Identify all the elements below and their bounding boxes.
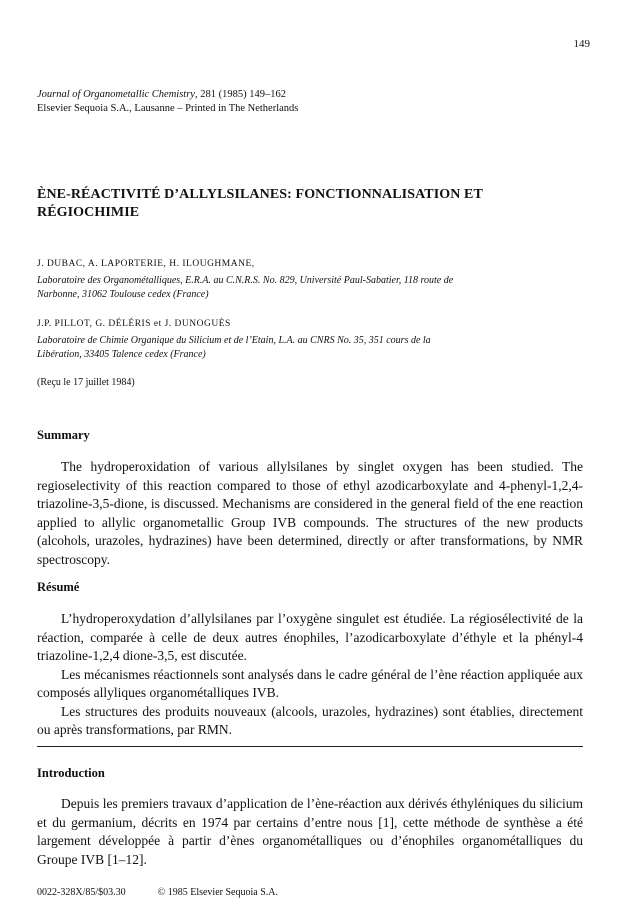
article-title-line: RÉGIOCHIMIE: [37, 205, 140, 220]
article-title: [37, 186, 597, 222]
footer-copyright: © 1985 Elsevier Sequoia S.A.: [157, 887, 278, 898]
affiliation-line: Libération, 33405 Talence cedex (France): [37, 348, 206, 360]
summary-heading: Summary: [37, 428, 90, 442]
journal-name: Journal of Organometallic Chemistry: [37, 89, 195, 100]
resume-paragraph: Les structures des produits nouveaux (alcools, urazoles, hydrazines) sont établies, directement ou après transformations, par RMN.: [37, 703, 583, 737]
journal-volume-pages: , 281 (1985) 149–162: [194, 89, 286, 100]
author-affiliation: [37, 274, 597, 301]
received-date: (Reçu le 17 juillet 1984): [37, 377, 135, 388]
page-number: 149: [573, 38, 590, 50]
resume-paragraph: L’hydroperoxydation d’allylsilanes par l’oxygène singulet est étudiée. La régiosélectivité de la réaction, comparée à celle de deux autres énophiles, l’azodicarboxylate d’éthyle et la phényl-4 triazoline-1,2,4 dione-3,5, est discutée.: [37, 611, 583, 663]
author-list: J.P. PILLOT, G. DÉLÉRIS et J. DUNOGUÈS: [37, 319, 231, 329]
footer-code: 0022-328X/85/$03.30: [37, 887, 126, 898]
section-divider: [37, 746, 583, 747]
resume-body: [37, 610, 583, 740]
resume-paragraph: Les mécanismes réactionnels sont analysés dans le cadre général de l’ène réaction appliquée aux composés allyliques organométalliques IVB.: [37, 666, 583, 700]
resume-heading: Résumé: [37, 580, 80, 594]
author-affiliation: [37, 334, 597, 361]
publisher-line: Elsevier Sequoia S.A., Lausanne – Printed in The Netherlands: [37, 103, 299, 114]
author-list: J. DUBAC, A. LAPORTERIE, H. ILOUGHMANE,: [37, 259, 255, 269]
introduction-heading: Introduction: [37, 766, 105, 780]
introduction-paragraph: Depuis les premiers travaux d’application de l’ène-réaction aux dérivés éthyléniques du silicium et du germanium, décrits en 1974 par certains d’entre nous [1], cette méthode de synthèse a été largement développée à partir d’ènes organométalliques ou d’énophiles organométalliques du Groupe IVB [1–12].: [37, 796, 583, 867]
article-title-line: ÈNE-RÉACTIVITÉ D’ALLYLSILANES: FONCTIONNALISATION ET: [37, 187, 483, 202]
summary-body: [37, 458, 583, 569]
page-footer: [37, 886, 278, 899]
affiliation-line: Narbonne, 31062 Toulouse cedex (France): [37, 288, 209, 300]
affiliation-line: Laboratoire de Chimie Organique du Silicium et de l’Etain, L.A. au CNRS No. 35, 351 cours de la: [37, 335, 431, 346]
affiliation-line: Laboratoire des Organométalliques, E.R.A. au C.N.R.S. No. 829, Université Paul-Sabatier, 118 route de: [37, 275, 454, 286]
introduction-body: [37, 795, 583, 869]
summary-paragraph: The hydroperoxidation of various allylsilanes by singlet oxygen has been studied. The regioselectivity of this reaction compared to those of ethyl azodicarboxylate and 4-phenyl-1,2,4-triazoline-3,5-dione, is discussed. Mechanisms are considered in the general field of the ene reaction applied to allylic organometallic Group IVB compounds. The structures of the new products (alcohols, urazoles, hydrazines) have been determined, directly or after transformations, by NMR spectroscopy.: [37, 459, 583, 567]
journal-citation: [37, 88, 597, 102]
